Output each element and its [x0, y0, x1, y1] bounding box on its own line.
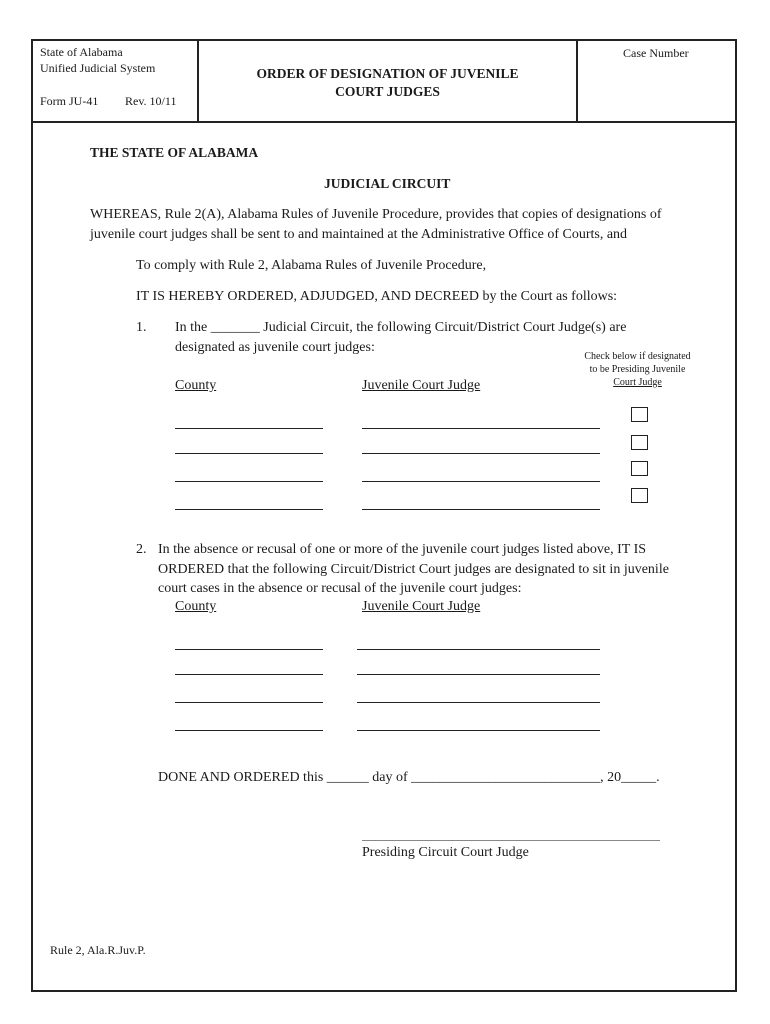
state-heading: THE STATE OF ALABAMA: [90, 145, 259, 160]
item-2-number: 2.: [136, 542, 147, 557]
done-ordered-text: DONE AND ORDERED this ______ day of ___________________________, 20_____.: [158, 770, 660, 785]
agency-line-2: Unified Judicial System: [40, 61, 156, 75]
item-1-county-line[interactable]: [175, 509, 323, 510]
item-2-county-line[interactable]: [175, 730, 323, 731]
item-2-county-line[interactable]: [175, 674, 323, 675]
circuit-heading: JUDICIAL CIRCUIT: [324, 176, 451, 191]
item-2-county-line[interactable]: [175, 702, 323, 703]
item-2-county-line[interactable]: [175, 649, 323, 650]
case-number-label: Case Number: [623, 46, 689, 60]
presiding-checkbox[interactable]: [631, 407, 648, 422]
form-number: Form JU-41: [40, 94, 99, 108]
item-1-line-1: In the _______ Judicial Circuit, the following Circuit/District Court Judge(s) are: [175, 320, 627, 335]
item-1-county-line[interactable]: [175, 481, 323, 482]
agency-line-1: State of Alabama: [40, 45, 123, 59]
signature-label: Presiding Circuit Court Judge: [362, 845, 529, 860]
item-2-judge-line[interactable]: [357, 702, 600, 703]
item-1-county-line[interactable]: [175, 428, 323, 429]
presiding-check-note-3: Court Judge: [613, 377, 662, 388]
item-2-judge-header: Juvenile Court Judge: [362, 599, 481, 614]
item-2-line-3: court cases in the absence or recusal of the juvenile court judges:: [158, 581, 522, 596]
item-2-county-header: County: [175, 599, 217, 614]
item-1-county-line[interactable]: [175, 453, 323, 454]
form-revision: Rev. 10/11: [125, 94, 177, 108]
item-1-judge-line[interactable]: [362, 509, 600, 510]
item-2-line-1: In the absence or recusal of one or more of the juvenile court judges listed above, IT IS: [158, 542, 647, 557]
item-1-judge-line[interactable]: [362, 481, 600, 482]
item-1-judge-header: Juvenile Court Judge: [362, 378, 481, 393]
presiding-checkbox[interactable]: [631, 461, 648, 476]
comply-text: To comply with Rule 2, Alabama Rules of Juvenile Procedure,: [136, 258, 487, 273]
signature-line[interactable]: [362, 840, 660, 841]
item-1-judge-line[interactable]: [362, 453, 600, 454]
form-title-line-1: ORDER OF DESIGNATION OF JUVENILE: [256, 66, 519, 81]
item-2-line-2: ORDERED that the following Circuit/District Court judges are designated to sit in juvenile: [158, 562, 669, 577]
item-1-number: 1.: [136, 320, 147, 335]
rule-reference: Rule 2, Ala.R.Juv.P.: [50, 943, 146, 957]
header-bottom-divider: [31, 121, 737, 123]
case-number-field[interactable]: [582, 64, 732, 118]
item-1-county-header: County: [175, 378, 217, 393]
presiding-check-note-2: to be Presiding Juvenile: [589, 364, 686, 375]
whereas-line-2: juvenile court judges shall be sent to and maintained at the Administrative Office of Courts, and: [90, 227, 628, 242]
item-2-judge-line[interactable]: [357, 730, 600, 731]
header-divider-right: [576, 39, 578, 122]
presiding-check-note-1: Check below if designated: [584, 351, 691, 362]
presiding-checkbox[interactable]: [631, 435, 648, 450]
item-2-judge-line[interactable]: [357, 649, 600, 650]
item-1-judge-line[interactable]: [362, 428, 600, 429]
item-1-line-2: designated as juvenile court judges:: [175, 340, 375, 355]
item-2-judge-line[interactable]: [357, 674, 600, 675]
form-title-line-2: COURT JUDGES: [335, 84, 440, 99]
ordered-text: IT IS HEREBY ORDERED, ADJUDGED, AND DECREED by the Court as follows:: [136, 289, 618, 304]
presiding-checkbox[interactable]: [631, 488, 648, 503]
whereas-line-1: WHEREAS, Rule 2(A), Alabama Rules of Juvenile Procedure, provides that copies of designations of: [90, 207, 662, 222]
